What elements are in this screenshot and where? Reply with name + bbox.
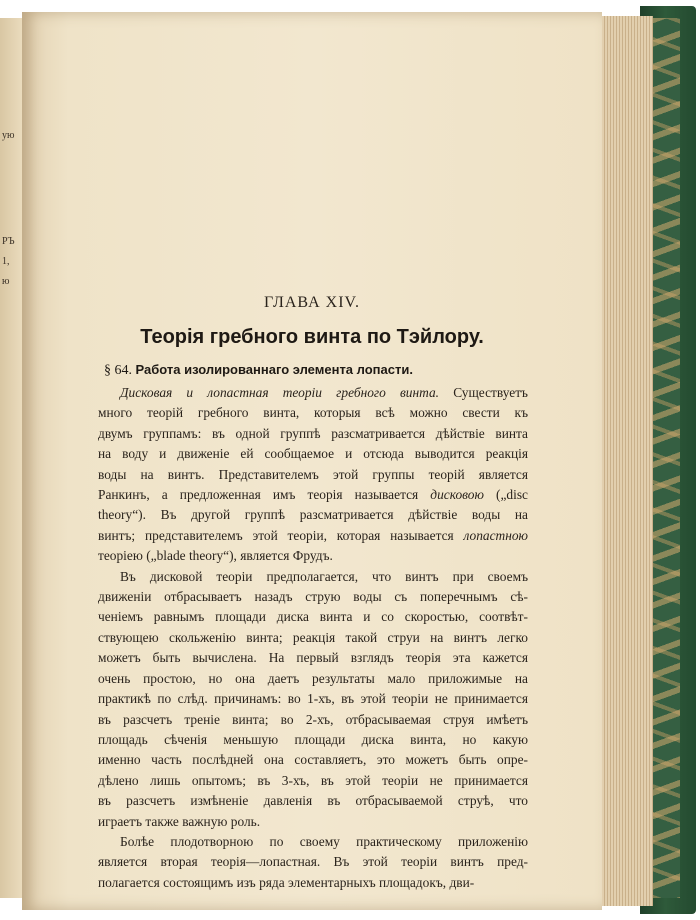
italic-text: лопастною bbox=[463, 527, 528, 543]
section-title: Работа изолированнаго элемента лопасти. bbox=[135, 362, 413, 377]
text-line bbox=[98, 465, 528, 485]
text-line bbox=[98, 873, 528, 893]
text-run: полагается состоящимъ изъ ряда элементарныхъ площадокъ, дви- bbox=[98, 874, 475, 890]
text-line bbox=[98, 424, 528, 444]
text-line bbox=[98, 444, 528, 464]
left-page-fragment: ю bbox=[2, 276, 10, 287]
book-page bbox=[22, 12, 602, 910]
text-run: Ранкинъ, а предложенная имъ теорія называется bbox=[98, 487, 431, 503]
text-line bbox=[98, 669, 528, 689]
text-run: очень простою, но она даетъ результаты мало приложимые на bbox=[98, 670, 528, 686]
text-line bbox=[98, 607, 528, 627]
text-line bbox=[98, 771, 528, 791]
paragraph bbox=[98, 383, 528, 567]
italic-text: дисковою bbox=[430, 487, 484, 503]
text-run: играетъ также важную роль. bbox=[98, 813, 261, 829]
text-run: площадь сѣченія меньшую площади диска винта, но какую bbox=[98, 731, 528, 747]
left-page-fragment: ую bbox=[2, 130, 15, 141]
text-run: движеніи отбрасываетъ назадъ струю воды съ поперечнымъ сѣ- bbox=[98, 589, 528, 605]
paragraph bbox=[98, 832, 528, 893]
text-line bbox=[98, 628, 528, 648]
text-run: теоріею („blade theory“), является Фрудъ. bbox=[98, 548, 333, 564]
text-line bbox=[98, 587, 528, 607]
text-run: въ разсчетъ измѣненіе давленія въ отбрасываемой струѣ, что bbox=[98, 793, 528, 809]
marbled-endpaper bbox=[650, 18, 680, 898]
left-page-edge bbox=[0, 18, 23, 898]
page-edges bbox=[600, 16, 653, 906]
left-page-fragment: РЪ bbox=[2, 236, 15, 247]
text-run: винтъ; представителемъ этой теоріи, которая называется bbox=[98, 527, 464, 543]
text-line bbox=[98, 403, 528, 423]
text-run: на воду и движеніе ей сообщаемое и отсюда выводится реакція bbox=[98, 446, 528, 462]
text-line bbox=[98, 526, 528, 546]
chapter-title: Теорія гребного винта по Тэйлору. bbox=[140, 326, 484, 348]
text-run: theory“). Въ другой группѣ разсматривается дѣйствіе воды на bbox=[98, 507, 528, 523]
text-run: практикѣ по слѣд. причинамъ: во 1-хъ, въ этой теоріи не принимается bbox=[98, 691, 528, 707]
text-run: ченіемъ равнымъ площади диска винта и со скоростью, соотвѣт- bbox=[98, 609, 528, 625]
text-run: является вторая теорія—лопастная. Въ этой теоріи винтъ пред- bbox=[98, 854, 528, 870]
italic-text: Дисковая и лопастная теоріи гребного винта. bbox=[120, 385, 440, 400]
section-heading bbox=[104, 362, 413, 379]
chapter-number: ГЛАВА XIV. bbox=[263, 294, 361, 311]
text-line bbox=[98, 710, 528, 730]
text-run: двумъ группамъ: въ одной группѣ разсматривается дѣйствіе винта bbox=[98, 425, 528, 441]
text-line bbox=[98, 791, 528, 811]
text-run: можетъ быть вычислена. На первый взглядъ теорія эта кажется bbox=[98, 650, 528, 666]
text-run: („disc bbox=[483, 487, 529, 503]
text-line bbox=[98, 505, 528, 525]
text-line bbox=[98, 730, 528, 750]
text-run: въ разсчетъ треніе винта; во 2-хъ, отбрасываемая струя имѣетъ bbox=[98, 711, 528, 727]
section-number: § 64. bbox=[104, 363, 132, 378]
text-run: ствующею скольженію винта; реакція такой струи на винтъ легко bbox=[98, 629, 528, 645]
text-line bbox=[98, 852, 528, 872]
text-line bbox=[98, 546, 528, 566]
text-line bbox=[98, 832, 528, 852]
text-line bbox=[98, 689, 528, 709]
text-run: Въ дисковой теоріи предполагается, что винтъ при своемъ bbox=[120, 568, 528, 584]
text-line bbox=[98, 812, 528, 832]
text-line bbox=[98, 485, 528, 505]
text-run: воды на винтъ. Представителемъ этой группы теорій является bbox=[98, 466, 528, 482]
text-line bbox=[98, 383, 528, 403]
text-run: именно часть послѣдней она составляетъ, это можетъ быть опре- bbox=[98, 752, 528, 768]
paragraph bbox=[98, 567, 528, 832]
text-line bbox=[98, 750, 528, 770]
text-run: дѣлено лишь опытомъ; въ 3-хъ, въ этой теоріи не принимается bbox=[98, 772, 528, 788]
text-run: Болѣе плодотворною по своему практическому приложенію bbox=[120, 833, 528, 849]
body-text bbox=[98, 383, 528, 893]
text-run: много теорій гребного винта, которыя всѣ можно свести къ bbox=[98, 405, 528, 421]
text-line bbox=[98, 648, 528, 668]
text-line bbox=[98, 567, 528, 587]
left-page-fragment: 1, bbox=[2, 256, 10, 267]
text-run: Существуетъ bbox=[439, 385, 528, 400]
